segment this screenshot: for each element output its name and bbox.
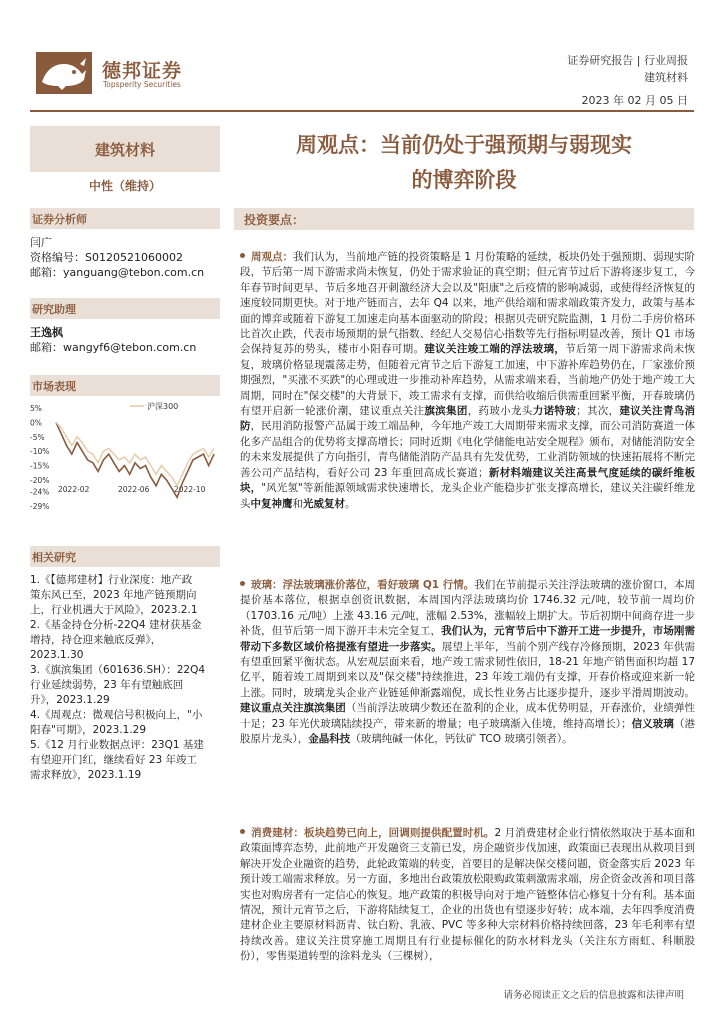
industry-label: 建筑材料 (644, 71, 688, 84)
related-research-line: 策东风已至，2023 年地产链预期向 (30, 589, 197, 601)
related-header: 相关研究 (30, 546, 220, 567)
text-run: 力诺特玻 (532, 405, 577, 418)
brand-name: 德邦证券 (102, 60, 183, 82)
y-tick-label: -5% (30, 432, 45, 442)
text-run: ；其次， (576, 405, 620, 418)
related-research-line: 5.《12 月行业数据点评：23Q1 基建 (30, 739, 204, 751)
text-run: （港股原片龙头）， (240, 717, 695, 746)
text-run: ，药玻小龙头 (467, 405, 533, 418)
assistant-email[interactable]: 邮箱：wangyf6@tebon.com.cn (30, 341, 197, 354)
text-run: 光威复材 (303, 497, 345, 510)
bullet-dot (240, 253, 245, 258)
bullet-dot (240, 829, 245, 834)
y-tick-label: -29% (30, 502, 50, 511)
paragraph-weekly-view (240, 250, 695, 512)
related-research-line: 3.《旗滨集团（601636.SH）：22Q4 (30, 664, 206, 676)
text-run: 我们认为，当前地产链的投资策略是 1 月份策略的延续，板块仍处于强预期、弱现实阶段，节后第一周下游需求尚未恢复，仍处于需求验证的真空期；但元宵节过后下游将逐步复工，今年春节时间更早、节后多地召开刺激经济大会以及"阳康"之后疫情的影响减弱，或使得经济恢复的速度较同期更快。对于地产链而言，去年 Q4 以来，地产供给端和需求端政策齐发力，政策与基本面的博弈或随着下游复工加速走向基本面驱动的阶段；根据贝壳研究院监测，1 月份二手房价格环比首次止跌，代表市场预期的景气指数、经纪人交易信心指数等先行指标明显改善，预计 Q1 市场会保持复苏的势头，楼市小阳春可期。 (240, 251, 696, 356)
rating: 中性（维持） (88, 178, 161, 193)
hs300-series-line (56, 422, 214, 485)
text-run: 信义玻璃 (631, 717, 674, 730)
text-run: 新材料端建议关注高景气度延续的碳纤维板块， (240, 466, 695, 495)
market-header: 市场表现 (30, 375, 220, 396)
text-run: 消费建材：板块趋势已向上，回调则提供配置时机。 (251, 827, 495, 839)
related-research-item[interactable] (30, 738, 220, 783)
text-run: 中复神鹰 (250, 497, 293, 510)
text-run: ，民用消防报警产品属于竣工端品种，今年地产竣工大周期带来需求支撑，而公司消防赛道一体化多产品组合的优势将支撑高增长；同时近期《电化学储能电站安全规程》颁布，对储能消防安全的未来发展提供了方向指引，青鸟储能消防产品具有先发优势，工业消防领域的快速拓展将不断完善公司产品结构，看好公司 23 年重回高成长赛道； (240, 420, 696, 479)
x-tick-label: 2022-06 (118, 485, 150, 494)
sidebar (30, 126, 220, 783)
text-run: 。 (345, 497, 356, 510)
report-date: 2023 年 02 月 05 日 (581, 94, 688, 107)
related-research-line: 1.《【德邦建材】行业深度：地产政 (30, 574, 193, 586)
assistant-header: 研究助理 (30, 298, 220, 319)
related-research-item[interactable] (30, 573, 220, 618)
related-research-line: 升》，2023.1.29 (30, 694, 110, 706)
text-run: 我们在节前提示关注浮法玻璃的涨价窗口，本周提价基本落位，根据卓创资讯数据，本周国内浮法玻璃均价 1746.32 元/吨，较节前一周均价（1703.16 元/吨）上涨 43.16 元/吨，涨幅 2.53%，涨幅较上期扩大。节后初期中间商存进一步补货，但节后第一周下游开丰未完全复工， (240, 579, 695, 638)
x-tick-label: 2022-02 (58, 485, 90, 494)
text-run: 建议重点关注旗滨集团 (240, 702, 346, 715)
title-line-2: 的博弈阶段 (411, 168, 517, 192)
related-research-line: 2023.1.30 (30, 649, 84, 661)
text-run: （当前浮法玻璃少数还在盈利的企业，成本优势明显，开春涨价，业绩弹性十足；23 年光伏玻璃陆续投产，带来新的增量；电子玻璃渐入佳境，维持高增长）； (240, 702, 696, 730)
analyst-header: 证券分析师 (30, 208, 220, 229)
bullet-dot (240, 581, 245, 586)
text-run: 节后第一周下游需求尚未恢复，玻璃价格显现震荡走势，但随着元宵节之后下游复工加速，中下游补库趋势仍在，厂家涨价预期强烈，"买涨不买跌"的心理或进一步推动补库趋势，从需求端来看，当前地产仍处于地产竣工大周期，同时在"保交楼"的大背景下，竣工需求有支撑，而供给收缩后供需重回紧平衡，开春玻璃仍有望开启新一轮涨价潮，建议重点关注 (240, 343, 696, 418)
y-tick-label: -15% (30, 461, 50, 471)
text-run: 和 (292, 497, 303, 510)
related-research-item[interactable] (30, 618, 220, 663)
related-research-line: 上，行业机遇大于风险》，2023.2.1 (30, 604, 198, 616)
text-run: （玻璃纯碱一体化，钙钛矿 TCO 玻璃引领者）。 (350, 733, 573, 746)
sector-box: 建筑材料 (30, 126, 220, 172)
bull-logo-icon (36, 52, 92, 94)
y-tick-label: 5% (30, 404, 42, 413)
text-run: 金晶科技 (308, 733, 351, 746)
y-tick-label: -24% (30, 487, 50, 497)
related-research-item[interactable] (30, 708, 220, 738)
analyst-name: 闫广 (30, 236, 52, 249)
report-type: 证券研究报告 | 行业周报 (567, 54, 688, 67)
legend-label: 沪深300 (147, 402, 179, 411)
related-research-line: 4.《周观点：微观信号积极向上，"小 (30, 709, 203, 721)
analyst-email[interactable]: 邮箱：yanguang@tebon.com.cn (30, 266, 205, 279)
text-run: 展望上半年，当前个别产线存冷修预期，2023 年供需有望重回紧平衡状态。从宏观层面来看，地产竣工需求韧性依旧，18-21 年地产销售面积均超 17 亿平，随着竣工周期到来以及"保交楼"持续推进，23 年竣工端仍有支撑，开春价格或迎来新一轮上涨。同时，玻璃龙头企业产业链延伸渐露端倪，成长性业务占比逐步提升，逐步平滑周期波动。 (240, 640, 696, 699)
related-research-line: 2.《基金持仓分析-22Q4 建材获基金 (30, 619, 202, 631)
related-research-item[interactable] (30, 663, 220, 708)
market-performance-chart (30, 398, 220, 518)
title-line-1: 周观点：当前仍处于强预期与弱现实 (296, 133, 632, 157)
text-run: 建议关注竣工端的浮法玻璃， (424, 343, 566, 356)
text-run: 旗滨集团 (424, 405, 468, 418)
paragraph-consumer-building (240, 826, 695, 965)
text-run: "风光氢"等新能源领域需求快速增长，龙头企业产能稳步扩张支撑高增长，建议关注碳纤维龙头 (240, 482, 695, 510)
related-research-line: 阳春"可期》，2023.1.29 (30, 724, 147, 736)
footer-disclaimer: 请务必阅读正文之后的信息披露和法律声明 (503, 990, 684, 1001)
paragraph-glass (240, 578, 695, 747)
brand-name-en: Topsperity Securities (103, 80, 181, 89)
y-tick-label: 0% (30, 418, 42, 428)
related-research-line: 行业延续弱势，23 年有望触底回 (30, 679, 184, 691)
text-run: 建议关注青鸟消防 (240, 405, 696, 433)
y-tick-label: -10% (30, 447, 50, 457)
header-rule (30, 110, 694, 112)
report-title (234, 128, 694, 198)
related-research-list (30, 567, 220, 783)
related-research-line: 增持，持仓迎来触底反弹》， (30, 634, 162, 646)
analyst-cert: 资格编号：S0120521060002 (30, 251, 183, 264)
related-research-line: 有望迎开门红，继续看好 23 年竣工 (30, 754, 198, 766)
text-run: 我们认为，元宵节后中下游开工进一步提升，市场刚需带动下多数区域价格提涨有望进一步落实。 (240, 625, 696, 653)
invest-header: 投资要点： (234, 208, 694, 230)
assistant-name: 王逸枫 (30, 326, 63, 339)
x-tick-label: 2022-10 (174, 485, 206, 494)
text-run: 2 月消费建材企业行情依然取决于基本面和政策面博弈态势，此前地产开发融资三支箭已发，房企融资步伐加速，政策面已表现出从救项目到解决开发企业融资的趋势，此轮政策端的转变，首要目的是解决保交楼问题，资金落实后 2023 年预计竣工端需求释放。另一方面，多地出台政策放松限购政策刺激需求端，房企资金改善和项目落实也对购房者有一定信心的恢复。地产政策的积极导向对于地产链整体信心修复十分有利。基本面情况，预计元宵节之后，下游将陆续复工，企业的出货也有望逐步好转；成本端，去年四季度消费建材企业主要原材料沥青、钛白粉、乳液、PVC 等多种大宗材料价格持续回落，23 年毛利率有望持续改善。建议关注贯穿施工周期且有行业提标催化的防水材料龙头（关注东方雨虹、科顺股份），零售渠道转型的涂料龙头（三棵树）， (240, 827, 695, 963)
text-run: 周观点： (251, 251, 294, 263)
related-research-line: 需求释放》，2023.1.19 (30, 769, 142, 781)
text-run: 玻璃：浮法玻璃涨价落位，看好玻璃 Q1 行情。 (251, 579, 475, 591)
y-tick-label: -20% (30, 476, 50, 486)
